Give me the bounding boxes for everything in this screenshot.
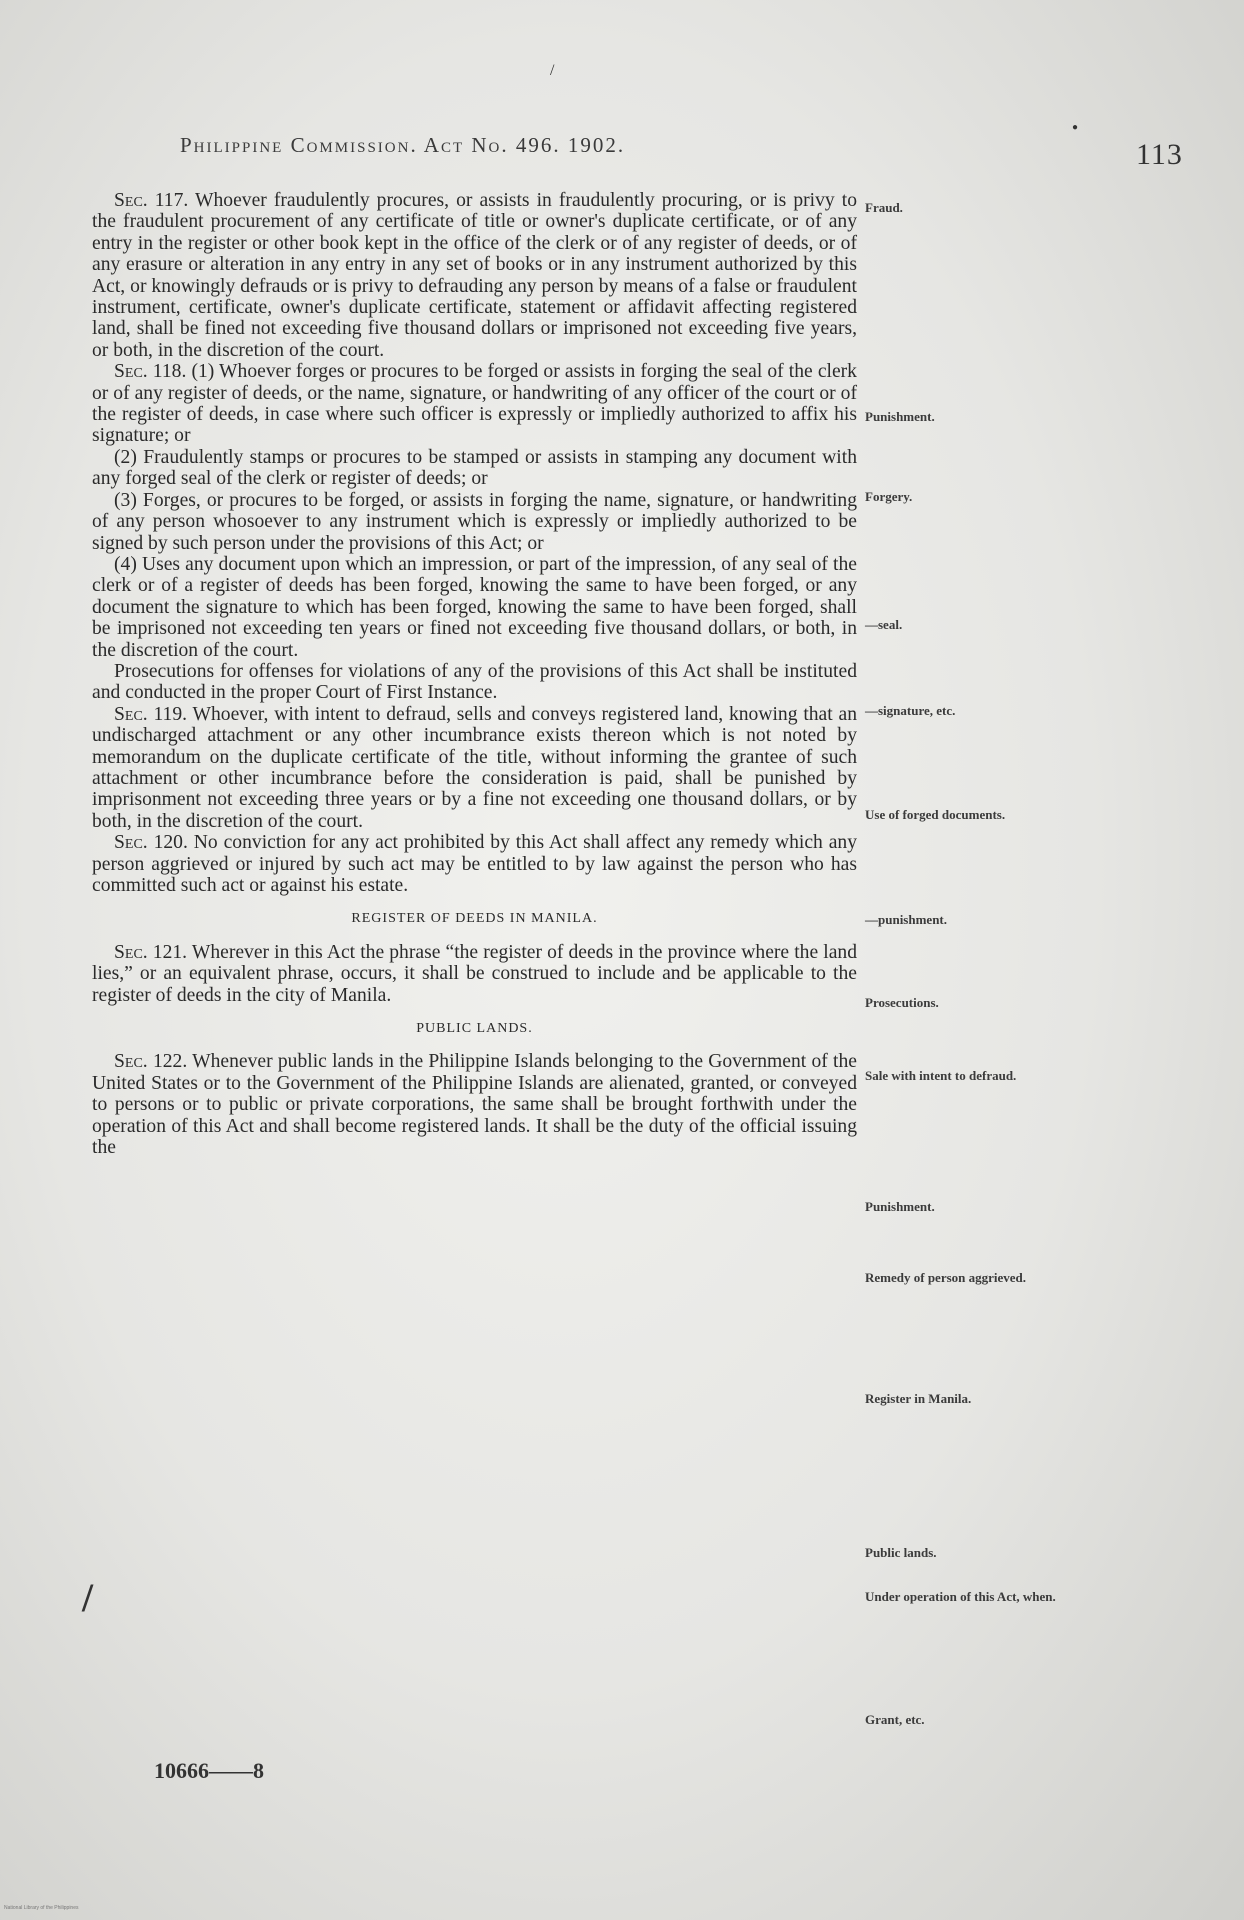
signature-mark: 10666——8 xyxy=(154,1758,264,1783)
ink-speck: / xyxy=(550,62,555,79)
note-forgery: Forgery. xyxy=(865,489,913,504)
paragraph-sec-119 xyxy=(92,704,857,832)
note-prosecutions: Prosecutions. xyxy=(865,995,939,1010)
note-under-operation: Under operation of this Act, when. xyxy=(865,1589,1056,1604)
paragraph-118-2 xyxy=(92,447,857,490)
paragraph-sec-120 xyxy=(92,832,857,896)
paragraph-sec-122 xyxy=(92,1051,857,1158)
note-sale-with-intent: Sale with intent to defraud. xyxy=(865,1068,1017,1083)
section-label: Sec. 122. xyxy=(114,1051,188,1073)
note-seal: —seal. xyxy=(865,617,903,632)
section-text: Prosecutions for offenses for violations of any of the provisions of this Act shall be instituted and conducted in the proper Court of First Instance. xyxy=(92,660,857,704)
section-label: Sec. 117. xyxy=(114,190,189,211)
section-text: Whenever public lands in the Philippine Islands belonging to the Government of the United States or to the Government of the Philippine Islands are alienated, granted, or conveyed to persons or to public or private corporations, the same shall be brought forthwith under the operation of this Act and shall become registered lands. It shall be the duty of the official issuing the xyxy=(92,1051,857,1159)
note-grant: Grant, etc. xyxy=(865,1712,925,1727)
paragraph-sec-121 xyxy=(92,942,857,1006)
note-punishment: Punishment. xyxy=(865,1199,935,1214)
paragraph-118-3 xyxy=(92,490,857,554)
paragraph-sec-118 xyxy=(92,361,857,447)
section-text: Wherever in this Act the phrase “the register of deeds in the province where the land lies,” or an equivalent phrase, occurs, it shall be construed to include and be applicable to the register of deeds in the city of Manila. xyxy=(92,941,857,1006)
heading-public-lands: PUBLIC LANDS. xyxy=(416,1021,533,1037)
note-punishment: —punishment. xyxy=(865,912,947,927)
section-label: Sec. 118. xyxy=(114,361,187,383)
section-text: Whoever fraudulently procures, or assists in fraudulently procuring, or is privy to the fraudulent procurement of any certificate of title or owner's duplicate certificate, or of any entry in the register or other book kept in the office of the clerk or of any register of deeds, or of any erasure or alteration in any entry in any set of books or in any instrument authorized by this Act, or knowingly defrauds or is privy to defrauding any person by means of a false or fraudulent instrument, certificate, owner's duplicate certificate, statement or affidavit affecting registered land, shall be fined not exceeding five thousand dollars or imprisoned not exceeding five years, or both, in the discretion of the court. xyxy=(92,190,857,361)
section-label: Sec. 121. xyxy=(114,941,188,963)
ink-speck: ● xyxy=(1072,122,1079,133)
section-label: Sec. 119. xyxy=(114,703,188,725)
pen-mark: / xyxy=(82,1575,94,1620)
section-label: Sec. 120. xyxy=(114,832,188,854)
note-remedy: Remedy of person aggrieved. xyxy=(865,1270,1027,1285)
page-number: 113 xyxy=(1136,138,1183,171)
section-text: No conviction for any act prohibited by this Act shall affect any remedy which any person aggrieved or injured by such act may be entitled to by law against the person who has committed such act or against his estate. xyxy=(92,832,857,896)
main-text xyxy=(92,190,857,1158)
section-text: Whoever, with intent to defraud, sells and conveys registered land, knowing that an undischarged attachment or any other incumbrance exists thereon which is not noted by memorandum on the duplicate certificate of the title, without informing the grantee of such attachment or other incumbrance before the consideration is paid, shall be punished by imprisonment not exceeding three years or by a fine not exceeding one thousand dollars, or by both, in the discretion of the court. xyxy=(92,703,857,832)
section-text: (3) Forges, or procures to be forged, or assists in forging the name, signature, or handwriting of any person whosoever to any instrument which is expressly or impliedly authorized to be signed by such person under the provisions of this Act; or xyxy=(92,489,857,554)
heading-register-manila: REGISTER OF DEEDS IN MANILA. xyxy=(351,911,598,927)
note-signature: —signature, etc. xyxy=(865,703,956,718)
note-public-lands: Public lands. xyxy=(865,1545,937,1560)
note-fraud: Fraud. xyxy=(865,200,903,215)
paragraph-sec-117 xyxy=(92,190,857,361)
running-head: Philippine Commission. Act No. 496. 1902. xyxy=(180,133,626,157)
section-text: (1) Whoever forges or procures to be forged or assists in forging the seal of the clerk or of any register of deeds, or the name, signature, or handwriting of any officer of the court or of the register of deeds, in case where such officer is expressly or impliedly authorized to affix his signature; or xyxy=(92,361,857,447)
section-text: (2) Fraudulently stamps or procures to be stamped or assists in stamping any document with any forged seal of the clerk or register of deeds; or xyxy=(92,446,857,490)
paragraph-prosecutions xyxy=(92,661,857,704)
paragraph-118-4 xyxy=(92,554,857,661)
note-use-of-forged: Use of forged documents. xyxy=(865,807,1006,822)
note-register-manila: Register in Manila. xyxy=(865,1391,972,1406)
note-punishment: Punishment. xyxy=(865,409,935,424)
section-text: (4) Uses any document upon which an impression, or part of the impression, of any seal of the clerk or of a register of deeds has been forged, knowing the same to have been forged, or any document the signature to which has been forged, knowing the same to have been forged, shall be imprisoned not exceeding ten years or fined not exceeding five thousand dollars, or both, in the discretion of the court. xyxy=(92,553,857,661)
library-credit: National Library of the Philippines xyxy=(4,1905,79,1911)
